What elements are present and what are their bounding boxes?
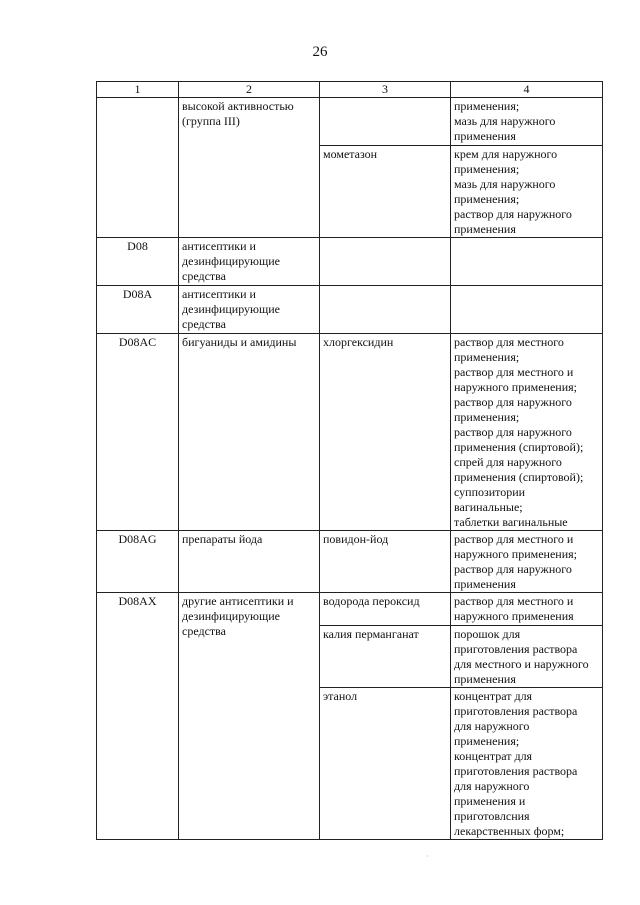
- dosage-forms: раствор для местного и наружного применения: [451, 593, 603, 626]
- group-name: бигуаниды и амидины: [179, 334, 320, 531]
- dosage-forms: применения; мазь для наружного применения: [451, 98, 603, 146]
- table-row: [97, 98, 603, 146]
- medicines-table: [96, 81, 603, 840]
- drug-name: калия перманганат: [320, 626, 451, 688]
- table-row: [97, 286, 603, 334]
- drug-name: мометазон: [320, 146, 451, 238]
- atc-code: D08AC: [97, 334, 179, 531]
- header-col-2: 2: [179, 82, 320, 98]
- dosage-forms: порошок для приготовления раствора для местного и наружного применения: [451, 626, 603, 688]
- atc-code: D08A: [97, 286, 179, 334]
- drug-name: этанол: [320, 688, 451, 840]
- dosage-forms: концентрат для приготовления раствора для наружного применения; концентрат для приготовления раствора для наружного применения и приготовлсния лекарственных форм;: [451, 688, 603, 840]
- table-row: [97, 593, 603, 626]
- drug-name: [320, 98, 451, 146]
- group-name: антисептики и дезинфицирующие средства: [179, 238, 320, 286]
- table-row: [97, 334, 603, 531]
- drug-name: [320, 286, 451, 334]
- group-name: высокой активностью (группа III): [179, 98, 320, 238]
- group-name: антисептики и дезинфицирующие средства: [179, 286, 320, 334]
- dosage-forms: [451, 286, 603, 334]
- atc-code: D08AX: [97, 593, 179, 840]
- scan-speck: ·: [426, 852, 429, 861]
- atc-code: [97, 98, 179, 238]
- header-col-3: 3: [320, 82, 451, 98]
- drug-name: [320, 238, 451, 286]
- table-row: [97, 531, 603, 593]
- page-number: 26: [312, 44, 328, 60]
- header-col-4: 4: [451, 82, 603, 98]
- dosage-forms: крем для наружного применения; мазь для наружного применения; раствор для наружного применения: [451, 146, 603, 238]
- atc-code: D08AG: [97, 531, 179, 593]
- dosage-forms: раствор для местного и наружного применения; раствор для наружного применения: [451, 531, 603, 593]
- atc-code: D08: [97, 238, 179, 286]
- table-row: [97, 238, 603, 286]
- drug-name: хлоргексидин: [320, 334, 451, 531]
- group-name: другие антисептики и дезинфицирующие средства: [179, 593, 320, 840]
- group-name: препараты йода: [179, 531, 320, 593]
- drug-name: повидон-йод: [320, 531, 451, 593]
- header-col-1: 1: [97, 82, 179, 98]
- dosage-forms: раствор для местного применения; раствор для местного и наружного применения; раствор для наружного применения; раствор для наружного применения (спиртовой); спрей для наружного применения (спиртовой); суппозитории вагинальные; таблетки вагинальные: [451, 334, 603, 531]
- drug-name: водорода пероксид: [320, 593, 451, 626]
- dosage-forms: [451, 238, 603, 286]
- header-row: [97, 82, 603, 98]
